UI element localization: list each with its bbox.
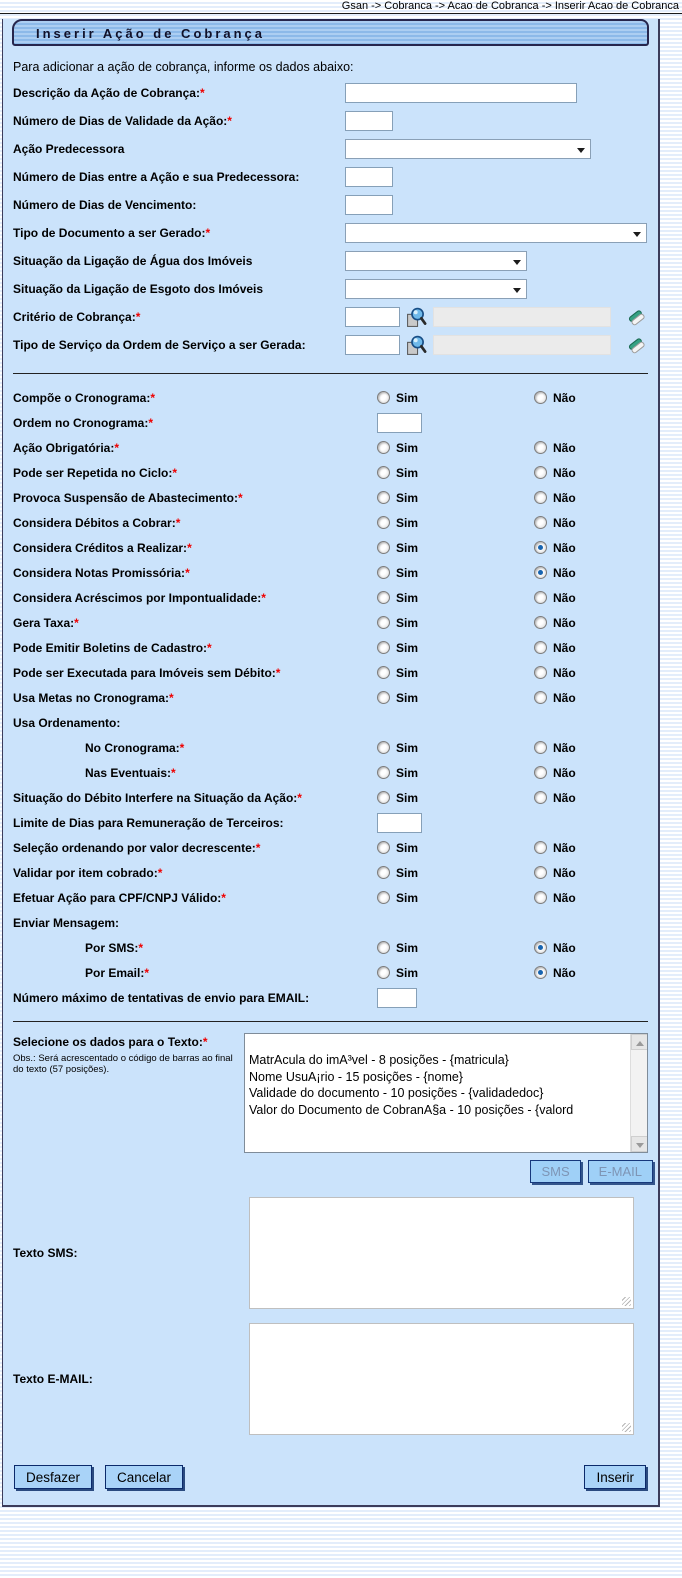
field-row-ordem-cronograma xyxy=(13,410,648,435)
ligacao-agua-select[interactable] xyxy=(345,251,527,271)
radio-row-validar-item-cobrado xyxy=(13,860,648,885)
required-marker: * xyxy=(185,565,190,580)
sim-label: Sim xyxy=(396,890,419,905)
suspensao-abastecimento-nao-radio[interactable] xyxy=(534,491,547,504)
nao-label: Não xyxy=(553,765,576,780)
debitos-cobrar-label: Considera Débitos a Cobrar: xyxy=(13,515,176,530)
required-marker: * xyxy=(157,865,163,880)
limite-dias-terceiros-input[interactable] xyxy=(377,813,422,833)
list-item[interactable]: MatrAcula do imA³vel - 8 posições - {matricula} xyxy=(249,1053,509,1067)
intro-text: Para adicionar a ação de cobrança, informe os dados abaixo: xyxy=(13,60,354,74)
por-sms-nao-radio[interactable] xyxy=(534,941,547,954)
radio-row-usa-metas xyxy=(13,685,648,710)
radio-row-por-sms xyxy=(13,935,648,960)
situacao-debito-interfere-nao-radio[interactable] xyxy=(534,791,547,804)
por-sms-label: Por SMS: xyxy=(85,940,139,955)
arrow-down-icon xyxy=(636,1143,644,1148)
required-marker: * xyxy=(171,765,176,780)
nao-label: Não xyxy=(553,865,576,880)
header-row-usa-ordenamento xyxy=(13,710,648,735)
gera-taxa-nao-radio[interactable] xyxy=(534,616,547,629)
required-marker: * xyxy=(138,940,144,955)
compoe-cronograma-sim-radio[interactable] xyxy=(377,391,390,404)
texto-email-row xyxy=(13,1323,648,1435)
situacao-debito-interfere-label: Situação do Débito Interfere na Situação da Ação: xyxy=(13,790,298,805)
field-row-dias-vencimento xyxy=(13,194,648,222)
imoveis-sem-debito-label: Pode ser Executada para Imóveis sem Débito: xyxy=(13,665,276,680)
selecao-valor-decrescente-label: Seleção ordenando por valor decrescente: xyxy=(13,840,256,855)
tipo-servico-os-description-field xyxy=(433,335,611,355)
notas-promissoria-label: Considera Notas Promissória: xyxy=(13,565,186,580)
por-email-sim-radio[interactable] xyxy=(377,966,390,979)
desfazer-button[interactable]: Desfazer xyxy=(14,1465,92,1489)
selecao-valor-decrescente-sim-radio[interactable] xyxy=(377,841,390,854)
ligacao-esgoto-select[interactable] xyxy=(345,279,527,299)
nao-label: Não xyxy=(553,840,576,855)
usa-ordenamento-label: Usa Ordenamento: xyxy=(13,715,121,730)
nao-label: Não xyxy=(553,615,576,630)
max-tentativas-email-input[interactable] xyxy=(377,988,417,1008)
radio-row-gera-taxa xyxy=(13,610,648,635)
field-row-tipo-servico-os xyxy=(13,334,648,362)
compoe-cronograma-label: Compõe o Cronograma: xyxy=(13,390,151,405)
ordenamento-cronograma-sim-radio[interactable] xyxy=(377,741,390,754)
usa-metas-sim-radio[interactable] xyxy=(377,691,390,704)
debitos-cobrar-nao-radio[interactable] xyxy=(534,516,547,529)
section-divider xyxy=(13,373,648,374)
sim-label: Sim xyxy=(396,390,419,405)
list-item[interactable]: Nome UsuA¡rio - 15 posições - {nome} xyxy=(249,1069,463,1084)
dias-validade-input[interactable] xyxy=(345,111,393,131)
resize-grip-icon[interactable] xyxy=(622,1423,631,1432)
criterio-cobranca-label: Critério de Cobrança: xyxy=(13,310,136,324)
sim-label: Sim xyxy=(396,590,419,605)
required-marker: * xyxy=(221,890,226,905)
imoveis-sem-debito-nao-radio[interactable] xyxy=(534,666,547,679)
suspensao-abastecimento-sim-radio[interactable] xyxy=(377,491,390,504)
required-marker: * xyxy=(150,390,156,405)
enviar-mensagem-label: Enviar Mensagem: xyxy=(13,915,120,930)
descricao-input[interactable] xyxy=(345,83,577,103)
cpf-cnpj-valido-sim-radio[interactable] xyxy=(377,891,390,904)
sim-label: Sim xyxy=(396,540,419,555)
ligacao-esgoto-label: Situação da Ligação de Esgoto dos Imóveis xyxy=(13,282,264,296)
usa-metas-label: Usa Metas no Cronograma: xyxy=(13,690,170,705)
field-row-ligacao-agua xyxy=(13,250,648,278)
dias-predecessora-input[interactable] xyxy=(345,167,393,187)
descricao-label: Descrição da Ação de Cobrança: xyxy=(13,86,200,100)
radio-row-acao-obrigatoria xyxy=(13,435,648,460)
selecione-dados-label: Selecione os dados para o Texto: xyxy=(13,1035,203,1049)
dias-vencimento-input[interactable] xyxy=(345,195,393,215)
nao-label: Não xyxy=(553,540,576,555)
acao-predecessora-label: Ação Predecessora xyxy=(13,142,125,156)
eraser-icon xyxy=(626,335,647,356)
nao-label: Não xyxy=(553,665,576,680)
sim-label: Sim xyxy=(396,565,419,580)
required-marker: * xyxy=(261,590,266,605)
eraser-icon xyxy=(626,307,647,328)
sim-label: Sim xyxy=(396,790,419,805)
boletins-cadastro-nao-radio[interactable] xyxy=(534,641,547,654)
texto-email-label: Texto E-MAIL: xyxy=(13,1372,93,1386)
sms-button[interactable]: SMS xyxy=(530,1160,580,1183)
situacao-debito-interfere-sim-radio[interactable] xyxy=(377,791,390,804)
cpf-cnpj-valido-label: Efetuar Ação para CPF/CNPJ Válido: xyxy=(13,890,222,905)
texto-sms-label: Texto SMS: xyxy=(13,1246,78,1260)
ordenamento-cronograma-label: No Cronograma: xyxy=(85,740,180,755)
radio-row-debitos-cobrar xyxy=(13,510,648,535)
ordem-cronograma-input[interactable] xyxy=(377,413,422,433)
required-marker: * xyxy=(202,1035,208,1049)
scroll-down-button[interactable] xyxy=(631,1136,648,1152)
nao-label: Não xyxy=(553,690,576,705)
texto-sms-textarea[interactable] xyxy=(249,1197,634,1309)
sim-label: Sim xyxy=(396,465,419,480)
ordenamento-eventuais-sim-radio[interactable] xyxy=(377,766,390,779)
field-row-dias-predecessora xyxy=(13,166,648,194)
list-item[interactable]: Validade do documento - 10 posições - {validadedoc} xyxy=(249,1086,544,1100)
nao-label: Não xyxy=(553,965,576,980)
nao-label: Não xyxy=(553,465,576,480)
sim-label: Sim xyxy=(396,740,419,755)
sim-label: Sim xyxy=(396,490,419,505)
tipo-documento-select[interactable] xyxy=(345,223,647,243)
form-panel xyxy=(2,19,660,1507)
radio-row-notas-promissoria xyxy=(13,560,648,585)
required-marker: * xyxy=(175,515,181,530)
cancelar-button[interactable]: Cancelar xyxy=(105,1465,183,1489)
required-marker: * xyxy=(172,465,178,480)
radio-row-selecao-valor-decrescente xyxy=(13,835,648,860)
texto-email-textarea[interactable] xyxy=(249,1323,634,1435)
usa-metas-nao-radio[interactable] xyxy=(534,691,547,704)
field-row-acao-predecessora xyxy=(13,138,648,166)
sim-label: Sim xyxy=(396,665,419,680)
radio-row-situacao-debito-interfere xyxy=(13,785,648,810)
required-marker: * xyxy=(144,965,150,980)
required-marker: * xyxy=(199,86,205,100)
acao-predecessora-select[interactable] xyxy=(345,139,591,159)
repetida-ciclo-sim-radio[interactable] xyxy=(377,466,390,479)
selecao-valor-decrescente-nao-radio[interactable] xyxy=(534,841,547,854)
sim-label: Sim xyxy=(396,640,419,655)
nao-label: Não xyxy=(553,790,576,805)
ordem-cronograma-label: Ordem no Cronograma: xyxy=(13,415,149,430)
repetida-ciclo-nao-radio[interactable] xyxy=(534,466,547,479)
dias-validade-label: Número de Dias de Validade da Ação: xyxy=(13,114,228,128)
criterio-cobranca-description-field xyxy=(433,307,611,327)
field-row-descricao xyxy=(13,82,648,110)
scroll-up-button[interactable] xyxy=(631,1034,648,1050)
field-row-ligacao-esgoto xyxy=(13,278,648,306)
radio-row-acrescimos-impontualidade xyxy=(13,585,648,610)
radio-row-ordenamento-eventuais xyxy=(13,760,648,785)
required-marker: * xyxy=(297,790,302,805)
sim-label: Sim xyxy=(396,965,419,980)
radio-row-boletins-cadastro xyxy=(13,635,648,660)
suspensao-abastecimento-label: Provoca Suspensão de Abastecimento: xyxy=(13,490,238,505)
limite-dias-terceiros-label: Limite de Dias para Remuneração de Terceiros: xyxy=(13,815,284,830)
gera-taxa-label: Gera Taxa: xyxy=(13,615,75,630)
sim-label: Sim xyxy=(396,690,419,705)
dias-vencimento-label: Número de Dias de Vencimento: xyxy=(13,198,197,212)
radio-row-imoveis-sem-debito xyxy=(13,660,648,685)
radio-row-creditos-realizar xyxy=(13,535,648,560)
gera-taxa-sim-radio[interactable] xyxy=(377,616,390,629)
nao-label: Não xyxy=(553,490,576,505)
radio-row-cpf-cnpj-valido xyxy=(13,885,648,910)
email-button[interactable]: E-MAIL xyxy=(588,1160,653,1183)
repetida-ciclo-label: Pode ser Repetida no Ciclo: xyxy=(13,465,173,480)
magnifier-icon xyxy=(406,307,427,328)
section-divider xyxy=(13,1021,648,1022)
imoveis-sem-debito-sim-radio[interactable] xyxy=(377,666,390,679)
nao-label: Não xyxy=(553,890,576,905)
required-marker: * xyxy=(237,490,243,505)
header-row-enviar-mensagem xyxy=(13,910,648,935)
acrescimos-impontualidade-sim-radio[interactable] xyxy=(377,591,390,604)
creditos-realizar-label: Considera Créditos a Realizar: xyxy=(13,540,188,555)
compoe-cronograma-nao-radio[interactable] xyxy=(534,391,547,404)
por-sms-sim-radio[interactable] xyxy=(377,941,390,954)
sim-label: Sim xyxy=(396,515,419,530)
text-data-section xyxy=(13,1033,648,1153)
tipo-servico-os-clear-button[interactable] xyxy=(625,335,647,357)
list-item[interactable]: Valor do Documento de CobranA§a - 10 posições - {valord xyxy=(249,1102,574,1117)
max-tentativas-email-label: Número máximo de tentativas de envio para EMAIL: xyxy=(13,990,310,1005)
acrescimos-impontualidade-nao-radio[interactable] xyxy=(534,591,547,604)
ligacao-agua-label: Situação da Ligação de Água dos Imóveis xyxy=(13,254,253,268)
required-marker: * xyxy=(207,640,212,655)
magnifier-icon xyxy=(406,335,427,356)
acao-obrigatoria-nao-radio[interactable] xyxy=(534,441,547,454)
nao-label: Não xyxy=(553,940,576,955)
required-marker: * xyxy=(114,440,120,455)
tipo-servico-os-search-button[interactable] xyxy=(405,335,427,357)
acrescimos-impontualidade-label: Considera Acréscimos por Impontualidade: xyxy=(13,590,262,605)
nao-label: Não xyxy=(553,740,576,755)
validar-item-cobrado-label: Validar por item cobrado: xyxy=(13,865,158,880)
resize-grip-icon[interactable] xyxy=(622,1297,631,1306)
arrow-up-icon xyxy=(636,1041,644,1046)
texto-sms-row xyxy=(13,1197,648,1309)
notas-promissoria-sim-radio[interactable] xyxy=(377,566,390,579)
required-marker: * xyxy=(205,226,211,240)
radio-row-suspensao-abastecimento xyxy=(13,485,648,510)
nao-label: Não xyxy=(553,390,576,405)
required-marker: * xyxy=(227,114,232,128)
nao-label: Não xyxy=(553,565,576,580)
field-row-max-tentativas-email xyxy=(13,985,648,1010)
required-marker: * xyxy=(187,540,192,555)
required-marker: * xyxy=(74,615,79,630)
radio-row-por-email xyxy=(13,960,648,985)
tipo-servico-os-label: Tipo de Serviço da Ordem de Serviço a ser Gerada: xyxy=(13,338,306,352)
criterio-cobranca-search-button[interactable] xyxy=(405,307,427,329)
nao-label: Não xyxy=(553,640,576,655)
ordenamento-eventuais-nao-radio[interactable] xyxy=(534,766,547,779)
creditos-realizar-nao-radio[interactable] xyxy=(534,541,547,554)
inserir-button[interactable]: Inserir xyxy=(584,1465,646,1489)
acao-obrigatoria-sim-radio[interactable] xyxy=(377,441,390,454)
sim-label: Sim xyxy=(396,865,419,880)
sim-label: Sim xyxy=(396,940,419,955)
required-marker: * xyxy=(255,840,261,855)
nao-label: Não xyxy=(553,590,576,605)
notas-promissoria-nao-radio[interactable] xyxy=(534,566,547,579)
criterio-cobranca-code-input[interactable] xyxy=(345,307,400,327)
dias-predecessora-label: Número de Dias entre a Ação e sua Predecessora: xyxy=(13,170,300,184)
sim-label: Sim xyxy=(396,765,419,780)
radio-row-compoe-cronograma xyxy=(13,385,648,410)
required-marker: * xyxy=(275,665,281,680)
nao-label: Não xyxy=(553,515,576,530)
por-email-label: Por Email: xyxy=(85,965,145,980)
sim-label: Sim xyxy=(396,440,419,455)
ordenamento-cronograma-nao-radio[interactable] xyxy=(534,741,547,754)
boletins-cadastro-label: Pode Emitir Boletins de Cadastro: xyxy=(13,640,208,655)
obs-note: Obs.: Será acrescentado o código de barras ao final do texto (57 posições). xyxy=(13,1053,233,1075)
radio-row-ordenamento-cronograma xyxy=(13,735,648,760)
sim-label: Sim xyxy=(396,615,419,630)
por-email-nao-radio[interactable] xyxy=(534,966,547,979)
debitos-cobrar-sim-radio[interactable] xyxy=(377,516,390,529)
radio-row-repetida-ciclo xyxy=(13,460,648,485)
acao-obrigatoria-label: Ação Obrigatória: xyxy=(13,440,115,455)
required-marker: * xyxy=(148,415,154,430)
text-data-listbox[interactable] xyxy=(244,1033,648,1153)
action-button-row xyxy=(14,1465,647,1489)
boletins-cadastro-sim-radio[interactable] xyxy=(377,641,390,654)
cpf-cnpj-valido-nao-radio[interactable] xyxy=(534,891,547,904)
criterio-cobranca-clear-button[interactable] xyxy=(625,307,647,329)
validar-item-cobrado-nao-radio[interactable] xyxy=(534,866,547,879)
field-row-criterio-cobranca xyxy=(13,306,648,334)
required-marker: * xyxy=(135,310,141,324)
tipo-documento-label: Tipo de Documento a ser Gerado: xyxy=(13,226,206,240)
field-row-tipo-documento xyxy=(13,222,648,250)
field-row-dias-validade xyxy=(13,110,648,138)
nao-label: Não xyxy=(553,440,576,455)
tipo-servico-os-code-input[interactable] xyxy=(345,335,400,355)
ordenamento-eventuais-label: Nas Eventuais: xyxy=(85,765,172,780)
required-marker: * xyxy=(169,690,174,705)
breadcrumb: Gsan -> Cobranca -> Acao de Cobranca -> Inserir Acao de Cobranca xyxy=(0,0,682,14)
listbox-scrollbar[interactable] xyxy=(630,1034,647,1152)
page-title: Inserir Ação de Cobrança xyxy=(12,19,649,46)
sms-email-button-row xyxy=(12,1160,653,1183)
sim-label: Sim xyxy=(396,840,419,855)
field-row-limite-dias-terceiros xyxy=(13,810,648,835)
required-marker: * xyxy=(179,740,185,755)
validar-item-cobrado-sim-radio[interactable] xyxy=(377,866,390,879)
creditos-realizar-sim-radio[interactable] xyxy=(377,541,390,554)
